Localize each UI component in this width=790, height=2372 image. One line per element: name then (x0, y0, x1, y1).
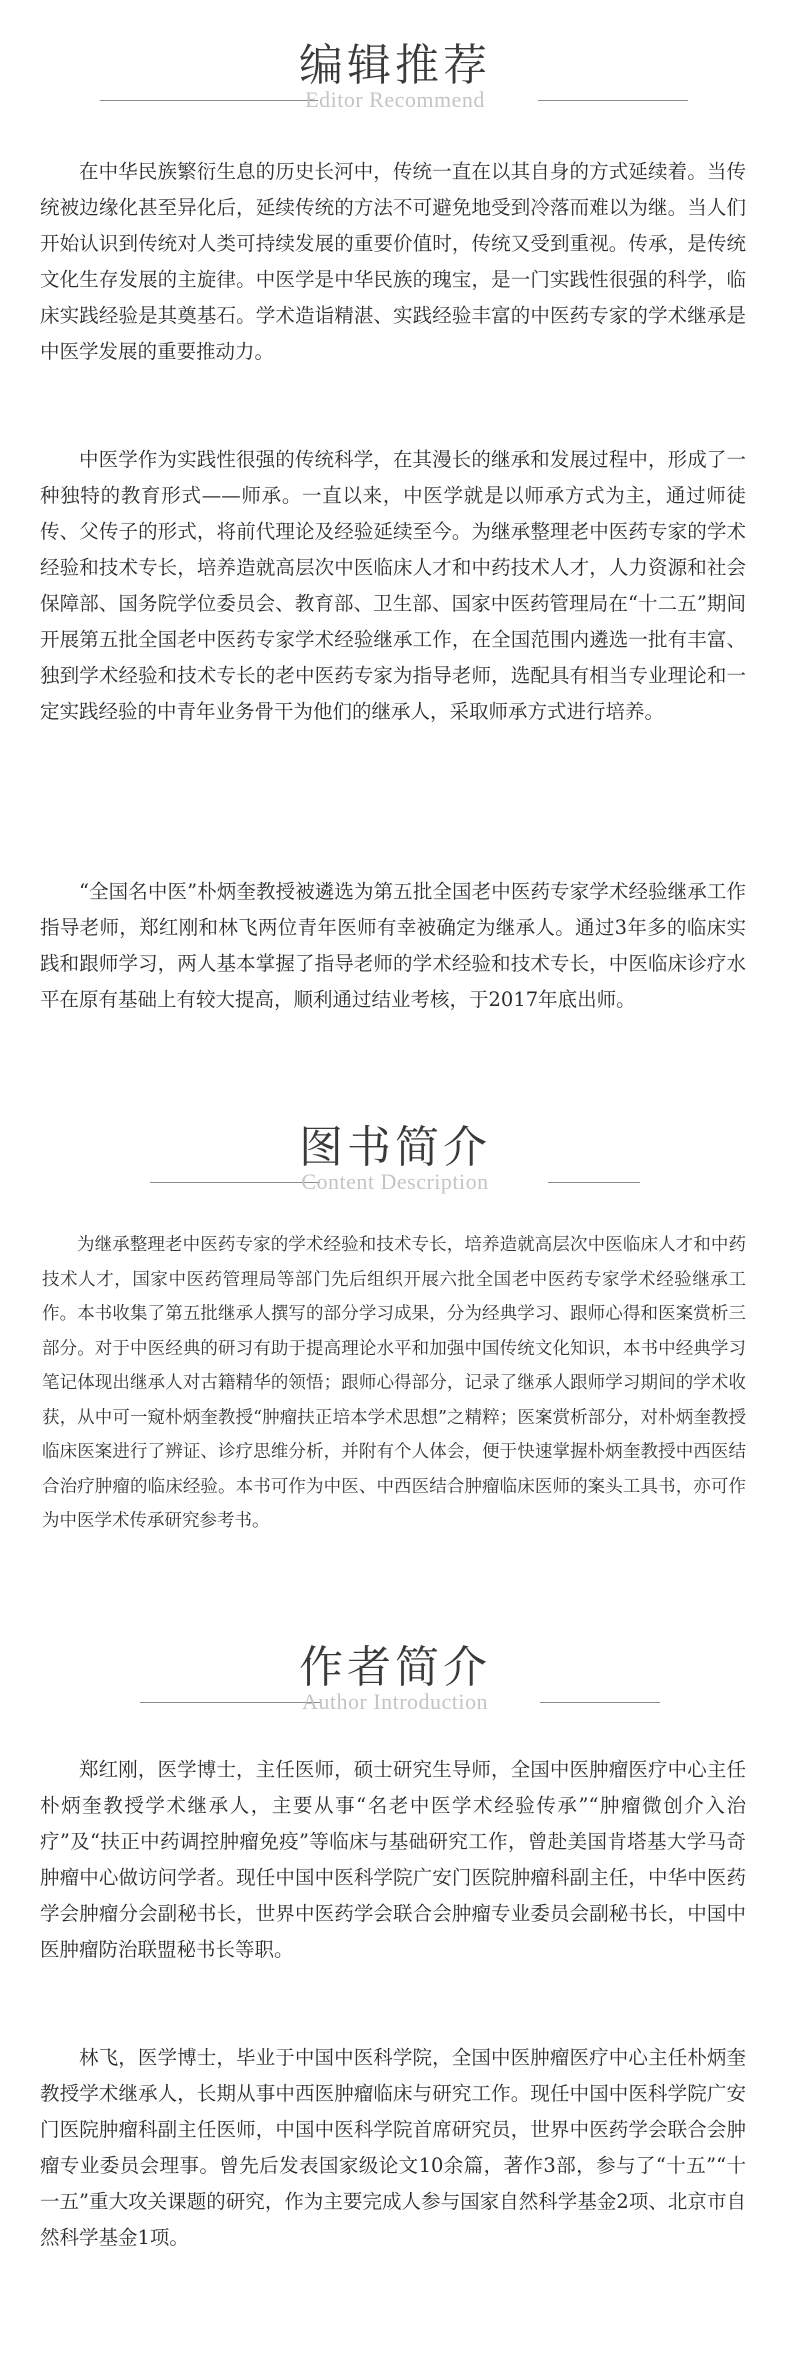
editor-header (0, 38, 790, 128)
author-paragraph-1: 郑红刚，医学博士，主任医师，硕士研究生导师，全国中医肿瘤医疗中心主任朴炳奎教授学术继承人，主要从事“名老中医学术经验传承”“肿瘤微创介入治疗”及“扶正中药调控肿瘤免疫”等临床与基础研究工作，曾赴美国肯塔基大学马奇肿瘤中心做访问学者。现任中国中医科学院广安门医院肿瘤科副主任，中华中医药学会肿瘤分会副秘书长，世界中医药学会联合会肿瘤专业委员会副秘书长，中国中医肿瘤防治联盟秘书长等职。 (40, 1758, 746, 1961)
author-paragraph-2: 林飞，医学博士，毕业于中国中医科学院，全国中医肿瘤医疗中心主任朴炳奎教授学术继承人，长期从事中西医肿瘤临床与研究工作。现任中国中医科学院广安门医院肿瘤科副主任医师，中国中医科学院首席研究员，世界中医药学会联合会肿瘤专业委员会理事。曾先后发表国家级论文10余篇，著作3部，参与了“十五”“十一五”重大攻关课题的研究，作为主要完成人参与国家自然科学基金2项、北京市自然科学基金1项。 (40, 2046, 746, 2249)
editor-paragraph-2: 中医学作为实践性很强的传统科学，在其漫长的继承和发展过程中，形成了一种独特的教育形式——师承。一直以来，中医学就是以师承方式为主，通过师徒传、父传子的形式，将前代理论及经验延续至今。为继承整理老中医药专家的学术经验和技术专长，培养造就高层次中医临床人才和中药技术人才，人力资源和社会保障部、国务院学位委员会、教育部、卫生部、国家中医药管理局在“十二五”期间开展第五批全国老中医药专家学术经验继承工作，在全国范围内遴选一批有丰富、独到学术经验和技术专长的老中医药专家为指导老师，选配具有相当专业理论和一定实践经验的中青年业务骨干为他们的继承人，采取师承方式进行培养。 (40, 448, 746, 723)
editor-subtitle: Editor Recommend (305, 87, 485, 112)
author-section (0, 1640, 790, 1730)
content-title: 图书简介 (299, 1122, 491, 1173)
editor-paragraph-3: “全国名中医”朴炳奎教授被遴选为第五批全国老中医药专家学术经验继承工作指导老师，郑红刚和林飞两位青年医师有幸被确定为继承人。通过3年多的临床实践和跟师学习，两人基本掌握了指导老师的学术经验和技术专长，中医临床诊疗水平在原有基础上有较大提高，顺利通过结业考核，于2017年底出师。 (40, 880, 746, 1011)
content-header (0, 1120, 790, 1210)
content-paragraph-1: 为继承整理老中医药专家的学术经验和技术专长，培养造就高层次中医临床人才和中药技术人才，国家中医药管理局等部门先后组织开展六批全国老中医药专家学术经验继承工作。本书收集了第五批继承人撰写的部分学习成果，分为经典学习、跟师心得和医案赏析三部分。对于中医经典的研习有助于提高理论水平和加强中国传统文化知识，本书中经典学习笔记体现出继承人对古籍精华的领悟；跟师心得部分，记录了继承人跟师学习期间的学术收获，从中可一窥朴炳奎教授“肿瘤扶正培本学术思想”之精粹；医案赏析部分，对朴炳奎教授临床医案进行了辨证、诊疗思维分析，并附有个人体会，便于快速掌握朴炳奎教授中西医结合治疗肿瘤的临床经验。本书可作为中医、中西医结合肿瘤临床医师的案头工具书，亦可作为中医学术传承研究参考书。 (42, 1235, 746, 1531)
content-section (0, 1120, 790, 1210)
author-subtitle: Author Introduction (301, 1689, 489, 1714)
editor-title: 编辑推荐 (299, 40, 491, 91)
author-header (0, 1640, 790, 1730)
content-subtitle: Content Description (301, 1169, 489, 1194)
editor-section (0, 38, 790, 128)
author-title: 作者简介 (299, 1642, 491, 1693)
editor-paragraph-1: 在中华民族繁衍生息的历史长河中，传统一直在以其自身的方式延续着。当传统被边缘化甚至异化后，延续传统的方法不可避免地受到冷落而难以为继。当人们开始认识到传统对人类可持续发展的重要价值时，传统又受到重视。传承，是传统文化生存发展的主旋律。中医学是中华民族的瑰宝，是一门实践性很强的科学，临床实践经验是其奠基石。学术造诣精湛、实践经验丰富的中医药专家的学术继承是中医学发展的重要推动力。 (40, 160, 746, 363)
